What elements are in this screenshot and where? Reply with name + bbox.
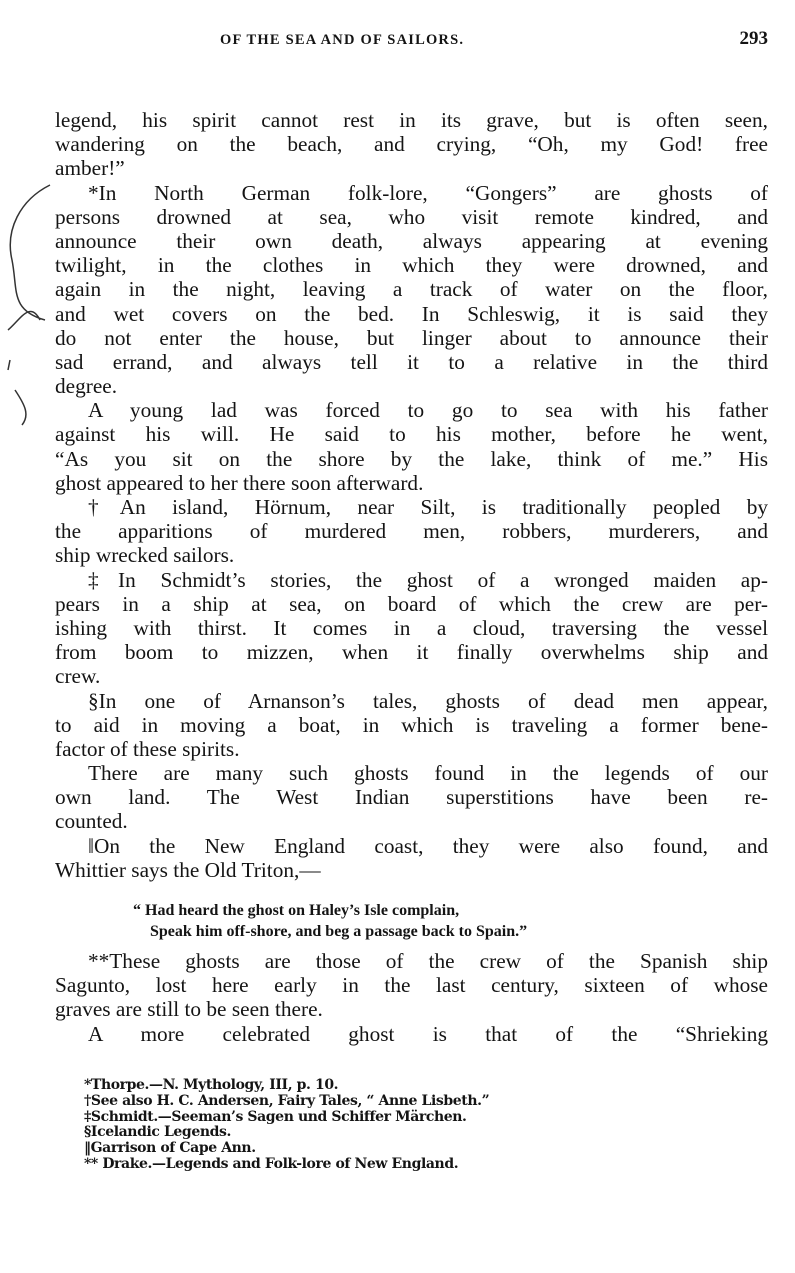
running-head: OF THE SEA AND OF SAILORS.: [220, 32, 465, 48]
text-line: A more celebrated ghost is that of the “Shrieking: [88, 1021, 768, 1046]
page-number: 293: [739, 28, 768, 49]
handwritten-margin-bracket: [0, 180, 60, 520]
text-line: persons drowned at sea, who visit remote kindred, and: [55, 204, 768, 229]
text-line: †An island, Hörnum, near Silt, is traditionally peopled by: [88, 495, 768, 519]
text-line: crew.: [55, 664, 101, 689]
paragraph: [55, 761, 768, 834]
paragraph: [55, 949, 768, 1022]
footnote: †See also H. C. Andersen, Fairy Tales, “ Anne Lisbeth.”: [84, 1092, 490, 1109]
text-line: own land. The West Indian superstitions have been re-: [55, 785, 768, 810]
text-line: graves are still to be seen there.: [55, 997, 323, 1022]
text-line: ishing with thirst. It comes in a cloud, traversing the vessel: [55, 615, 768, 640]
text-line: Whittier says the Old Triton,—: [55, 857, 321, 882]
body-text-continued: [55, 949, 768, 1046]
paragraph: [55, 108, 768, 181]
text-line: Sagunto, lost here early in the last century, sixteen of whose: [55, 973, 768, 998]
footnote: ** Drake.—Legends and Folk-lore of New England.: [84, 1155, 459, 1172]
paragraph: [55, 689, 768, 762]
text-line: from boom to mizzen, when it finally overwhelms ship and: [55, 640, 768, 665]
paragraph: [55, 834, 768, 882]
footnote: §Icelandic Legends.: [84, 1124, 231, 1141]
body-text: [55, 108, 768, 882]
text-line: to aid in moving a boat, in which is traveling a former bene-: [55, 712, 768, 737]
text-line: There are many such ghosts found in the legends of our: [88, 761, 768, 786]
verse-line: Speak him off-shore, and beg a passage back to Spain.”: [150, 923, 528, 940]
text-line: do not enter the house, but linger about to announce their: [55, 325, 768, 350]
text-line: sad errand, and always tell it to a relative in the third: [55, 349, 768, 374]
text-line: ‡In Schmidt’s stories, the ghost of a wronged maiden ap-: [88, 567, 768, 592]
paragraph: [55, 568, 768, 689]
text-line: pears in a ship at sea, on board of which the crew are per-: [55, 591, 768, 616]
text-line: again in the night, leaving a track of water on the floor,: [55, 277, 768, 302]
text-line: twilight, in the clothes in which they were drowned, and: [55, 253, 768, 278]
text-line: against his will. He said to his mother, before he went,: [55, 422, 768, 447]
footnote: *Thorpe.—N. Mythology, III, p. 10.: [84, 1077, 339, 1093]
paragraph: [55, 181, 768, 399]
text-line: ghost appeared to her there soon afterward.: [55, 470, 424, 495]
text-line: ship wrecked sailors.: [55, 543, 235, 568]
paragraph: [55, 1022, 768, 1046]
text-line: wandering on the beach, and crying, “Oh, my God! free: [55, 132, 768, 157]
text-line: A young lad was forced to go to sea with his father: [88, 398, 768, 423]
text-line: factor of these spirits.: [55, 736, 240, 761]
text-line: *In North German folk-lore, “Gongers” are ghosts of: [88, 180, 768, 205]
footnote: ‖Garrison of Cape Ann.: [84, 1140, 256, 1157]
text-line: the apparitions of murdered men, robbers, murderers, and: [55, 519, 768, 544]
paragraph: [55, 495, 768, 568]
text-line: “As you sit on the shore by the lake, think of me.” His: [55, 446, 768, 471]
footnotes: [84, 1078, 489, 1173]
verse-quote: [133, 900, 527, 942]
text-line: legend, his spirit cannot rest in its grave, but is often seen,: [55, 108, 768, 132]
text-line: §In one of Arnanson’s tales, ghosts of dead men appear,: [88, 688, 768, 713]
paragraph: [55, 398, 768, 495]
footnote: ‡Schmidt.—Seeman’s Sagen und Schiffer Märchen.: [84, 1108, 467, 1125]
verse-line: “ Had heard the ghost on Haley’s Isle complain,: [133, 902, 460, 919]
text-line: ‖On the New England coast, they were also found, and: [88, 833, 768, 858]
text-line: **These ghosts are those of the crew of the Spanish ship: [88, 949, 768, 973]
text-line: announce their own death, always appearing at evening: [55, 228, 768, 253]
text-line: counted.: [55, 809, 128, 834]
text-line: degree.: [55, 374, 118, 399]
page-header: [55, 28, 768, 54]
text-line: and wet covers on the bed. In Schleswig, it is said they: [55, 301, 768, 326]
text-line: amber!”: [55, 156, 125, 181]
